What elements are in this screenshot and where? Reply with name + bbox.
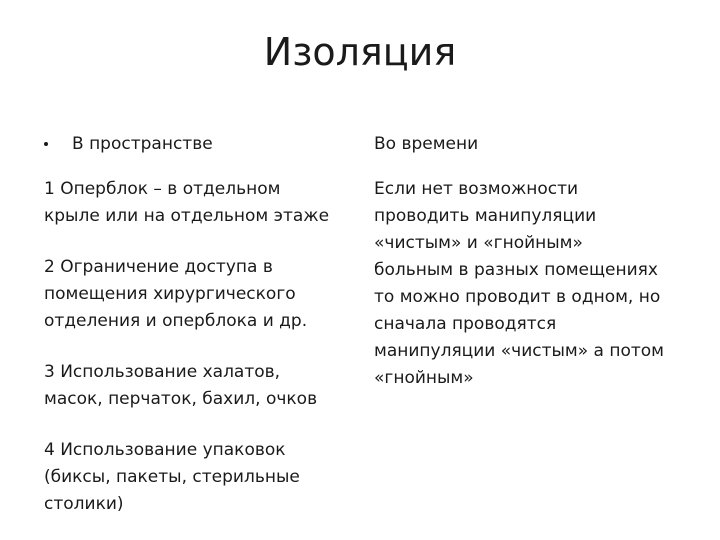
left-items-list — [44, 176, 344, 518]
list-item: 1 Оперблок – в отдельном крыле или на отдельном этаже — [44, 179, 330, 226]
left-heading-text: В пространстве — [72, 134, 213, 154]
list-item: 2 Ограничение доступа в помещения хирургического отделения и оперблока и др. — [44, 257, 308, 331]
left-column — [44, 130, 344, 540]
right-column-heading: Во времени — [374, 134, 479, 154]
bullet-icon — [44, 142, 48, 146]
right-column-text: Если нет возможности проводить манипуляции «чистым» и «гнойным» больным в разных помещениях то можно проводит в одном, но сначала проводятся манипуляции «чистым» а потом «гнойным» — [374, 179, 665, 388]
list-item: 4 Использование упаковок (биксы, пакеты, стерильные столики) — [44, 440, 300, 514]
right-column — [374, 130, 694, 392]
list-item: 3 Использование халатов, масок, перчаток, бахил, очков — [44, 362, 318, 409]
slide-title: Изоляция — [263, 30, 457, 74]
left-column-heading — [44, 130, 344, 158]
